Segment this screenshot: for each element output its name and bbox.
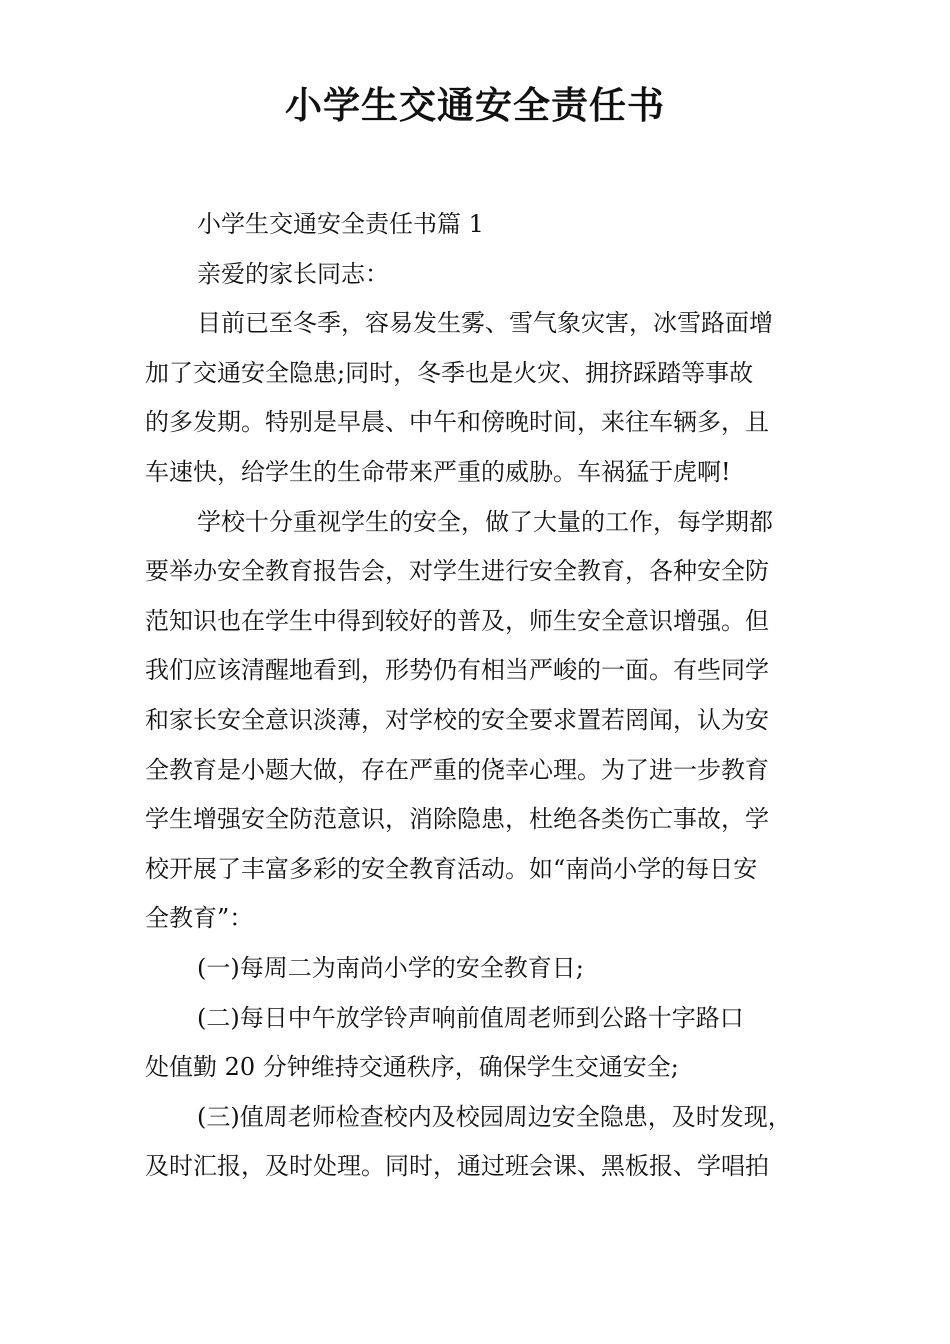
paragraph-line: 我们应该清醒地看到，形势仍有相当严峻的一面。有些同学 xyxy=(145,656,769,685)
paragraph-line: 范知识也在学生中得到较好的普及，师生安全意识增强。但 xyxy=(145,606,769,635)
document-body xyxy=(145,200,835,1192)
paragraph-line: 的多发期。特别是早晨、中午和傍晚时间，来往车辆多，且 xyxy=(145,408,769,437)
paragraph-line: 和家长安全意识淡薄，对学校的安全要求置若罔闻，认为安 xyxy=(145,705,769,734)
salutation: 亲爱的家长同志： xyxy=(197,259,389,288)
list-item-line: (二)每日中午放学铃声响前值周老师到公路十字路口 xyxy=(197,1003,744,1032)
section-heading: 小学生交通安全责任书篇 1 xyxy=(197,210,484,238)
document-title: 小学生交通安全责任书 xyxy=(285,84,665,127)
paragraph-line: 全教育”： xyxy=(145,904,254,933)
paragraph-line: 学校十分重视学生的安全，做了大量的工作，每学期都 xyxy=(197,507,773,536)
list-item-line: (三)值周老师检查校内及校园周边安全隐患，及时发现， xyxy=(197,1102,792,1131)
list-item-line: 及时汇报，及时处理。同时，通过班会课、黑板报、学唱拍 xyxy=(145,1152,769,1181)
paragraph-line: 校开展了丰富多彩的安全教育活动。如“南尚小学的每日安 xyxy=(145,854,758,883)
paragraph-line: 目前已至冬季，容易发生雾、雪气象灾害，冰雪路面增 xyxy=(197,309,773,338)
paragraph-line: 要举办安全教育报告会，对学生进行安全教育，各种安全防 xyxy=(145,557,769,586)
paragraph-line: 全教育是小题大做，存在严重的侥幸心理。为了进一步教育 xyxy=(145,755,769,784)
list-item-line: 处值勤 20 分钟维持交通秩序，确保学生交通安全; xyxy=(145,1053,679,1082)
paragraph-line: 加了交通安全隐患;同时，冬季也是火灾、拥挤踩踏等事故 xyxy=(145,358,754,387)
paragraph-line: 车速快，给学生的生命带来严重的威胁。车祸猛于虎啊! xyxy=(145,457,731,486)
list-item-line: (一)每周二为南尚小学的安全教育日; xyxy=(197,953,584,982)
paragraph-line: 学生增强安全防范意识，消除隐患，杜绝各类伤亡事故，学 xyxy=(145,805,769,834)
